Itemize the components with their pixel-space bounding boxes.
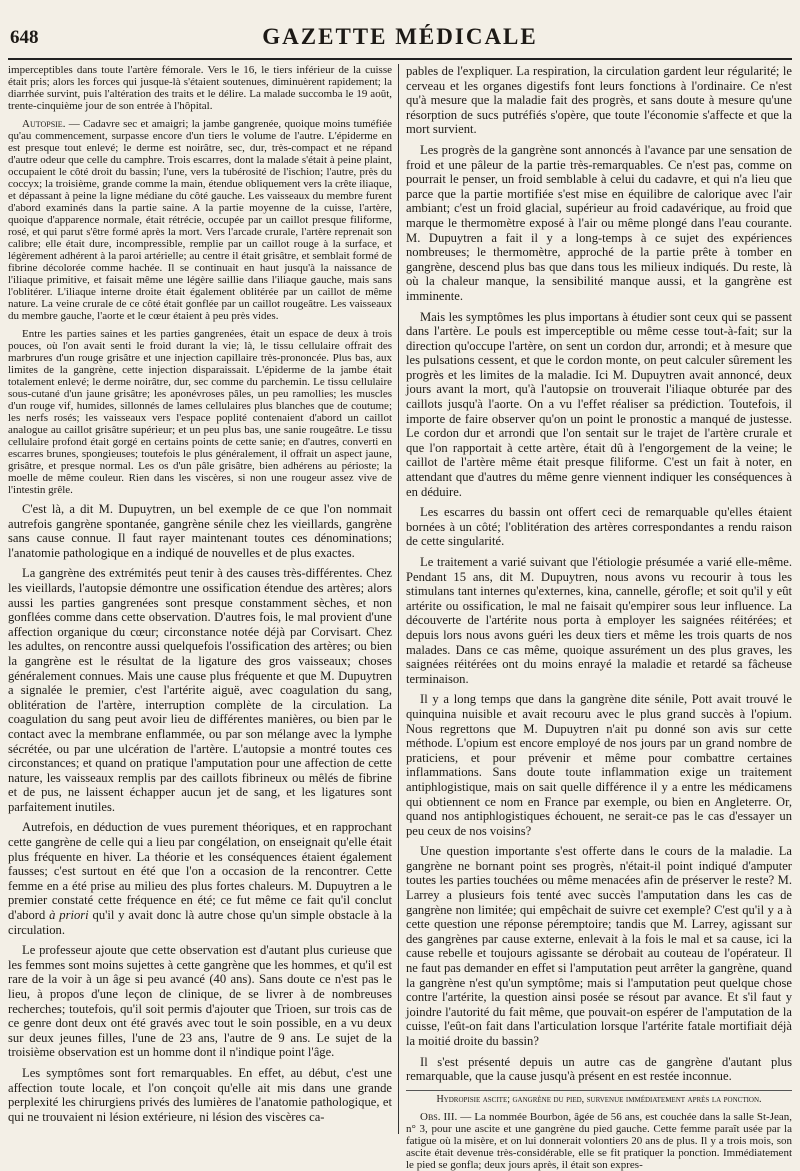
column-divider [398,64,399,1134]
paragraph: Une question importante s'est offerte dans le cours de la maladie. La gangrène ne bornant point ses progrès, n'était-il point indiqué d'amputer toutes les parties touchées ou même menacées afin de préserver le reste? M. Larrey a plusieurs fois tenté avec succès l'amputation dans les cas de gangrène non limitée; qui empêchait de suivre cet exemple? C'est qu'il y a à cette question une réponse péremptoire; tandis que M. Larrey, agissant sur des gangrènes par cause externe, enlevait à la fois le mal et sa cause, ici la cause rebelle et toujours agissante se dérobait au couteau de l'opérateur. Il ne faut pas demander en effet si l'amputation peut arrêter la gangrène, quand la gangrène n'est qu'un symptôme; mais si l'amputation peut quelque chose contre l'artérite, la question ainsi posée se résout par avance. Et s'il faut y joindre l'autorité du fait même, que pouvait-on espérer de l'amputation de la cuisse, l'eût-on fait dans l'articulation lorsque l'artérite fatale mortifiait déjà la moitié droite du bassin? [406,844,792,1048]
observation-label: Obs. III. [420,1111,458,1124]
paragraph: C'est là, a dit M. Dupuytren, un bel exemple de ce que l'on nommait autrefois gangrène spontanée, gangrène sénile chez les vieillards, gangrène sans cause connue. Il faut rayer maintenant toutes ces dénominations; l'anatomie pathologique en a indiqué de nouvelles et de plus exactes. [8,502,392,560]
paragraph: La gangrène des extrémités peut tenir à des causes très-différentes. Chez les vieillards, l'autopsie démontre une ossification étendue des artères; alors aussi les parties gangrenées sont presque constamment sèches, et non gonflées comme dans cette observation. D'autres fois, le mal provient d'une affection organique du cœur; circonstance notée déjà par Corvisart. Chez les adultes, on rencontre aussi quelquefois l'ossification des artères; ou bien la gangrène est le résultat de la ligature des gros vaisseaux; choses généralement connues. Mais une cause plus fréquente et que M. Dupuytren a signalée le premier, c'est l'artérite aiguë, avec coagulation du sang, oblitération de l'artère, interruption complète de la circulation. La coagulation du sang peut avoir lieu de différentes manières, ou bien par le contact avec la membrane enflammée, ou par son mélange avec la lymphe sécrétée, ou par une ulcération de l'artère. L'autopsie a montré toutes ces circonstances; et quand on pratique l'amputation pour une affection de cette nature, les vaisseaux remplis par des caillots fibrineux ou mêlés de fibrine et de pus, ne laissent échapper aucun jet de sang, et les ligatures sont parfaitement inutiles. [8,566,392,814]
paragraph: Les progrès de la gangrène sont annoncés à l'avance par une sensation de froid et une pâleur de la partie très-remarquables. Ce n'est pas, comme on pourrait le penser, un froid semblable à celui du cadavre, et qui n'a lieu que parce que la partie mortifiée s'est mise en équilibre de calorique avec l'air ambiant; c'est un froid glacial, supérieur au froid cadavérique, au froid que marque le thermomètre exposé à l'air ou même plongé dans l'eau courante. M. Dupuytren a fait il y a long-temps à ce sujet des expériences nombreuses; le thermomètre, approché de la partie prête à tomber en gangrène, descend plus bas que dans tous les milieux indiqués. Du reste, là où la chaleur manque, la sensibilité manque aussi, et la gangrène est imminente. [406,142,792,303]
paragraph: Les escarres du bassin ont offert ceci de remarquable qu'elles étaient bornées à un côté; l'oblitération des artères correspondantes a rendu raison de cette singularité. [406,505,792,549]
page-header [0,0,800,60]
paragraph-text: qu'il y avait donc là autre chose qu'un simple obstacle à la circulation. [8,908,393,937]
right-column [406,64,792,1171]
paragraph-text: — La nommée Bourbon, âgée de 56 ans, est couchée dans la salle St-Jean, n° 3, pour une ascite et une gangrène du pied gauche. Cette femme paraît usée par la fatigue où la misère, et on lui donnerait volontiers 20 ans de plus. Il y a trois mois, son ascite était devenue très-considérable, elle se fit pratiquer la ponction. Immédiatement le pied se gonfla; deux jours après, il était son expres- [406,1111,792,1171]
paragraph [8,820,392,937]
paragraph: Le traitement a varié suivant que l'étiologie présumée a varié elle-même. Pendant 15 ans, dit M. Dupuytren, nous avons vu recourir à tous les stimulans tant internes qu'externes, kina, cannelle, gérofle; et soit qu'il y eût artérite ou ossification, le mal ne faisait qu'empirer sous leur influence. La découverte de l'artérite nous porta à employer les saignées réitérées; et depuis lors nous avons guéri les deux tiers et même les trois quarts de nos malades. Dans ce cas même, quoique assurément un des plus graves, les saignées réitérées ont du moins enrayé la maladie et retardé sa fâcheuse terminaison. [406,555,792,686]
left-column [8,64,392,1136]
paragraph: Les symptômes sont fort remarquables. En effet, au début, c'est une affection toute locale, et l'on conçoit qu'elle ait mis dans une grande perplexité les chirurgiens privés des lumières de l'anatomie pathologique, et qui ne trouvaient ni lésion extérieure, ni lésion des viscères ca- [8,1065,392,1124]
section-heading: Hydropisie ascite; gangrène du pied, survenue immédiatement après la ponction. [406,1090,792,1106]
paragraph: Il y a long temps que dans la gangrène dite sénile, Pott avait trouvé le quinquina nuisible et avait recouru avec le plus grand succès à l'opium. Nous regrettons que M. Dupuytren n'ait pu donné son avis sur cette méthode. L'opium est encore employé de nos jours par un grand nombre de praticiens, et pour prévenir et même pour combattre certaines inflammations. Sans doute toute inflammation exige un traitement antiphlogistique, mais on sait quelle différence il y a entre les médicamens qui obtiennent ce nom en France par exemple, ou bien en Angleterre. Or, quand nos antiphlogistiques échouent, ne serait-ce pas le cas d'essayer un peu ceux de nos voisins? [406,692,792,838]
paragraph: Il s'est présenté depuis un autre cas de gangrène d'autant plus remarquable, que la cause jusqu'à présent en est restée inconnue. [406,1054,792,1084]
paragraph: imperceptibles dans toute l'artère fémorale. Vers le 16, le tiers inférieur de la cuisse était pris; alors les forces qui jusque-là s'étaient soutenues, diminuèrent rapidement; la diarrhée survint, puis l'altération des traits et le délire. La malade succomba le 19 août, trente-cinquième jour de son entrée à l'hôpital. [8,64,392,112]
paragraph [406,1111,792,1171]
journal-title: GAZETTE MÉDICALE [262,24,538,49]
paragraph: Entre les parties saines et les parties gangrenées, était un espace de deux à trois pouces, où l'on avait senti le froid durant la vie; là, le tissu cellulaire offrait des marbrures d'un rouge grisâtre et une injection capillaire très-prononcée. Plus bas, aux limites de la gangrène, cette injection disparaissait. L'épiderme de la jambe était totalement enlevé; le derme noirâtre, dur, sec comme du parchemin. Le tissu cellulaire sous-cutané d'un jaune grisâtre; les aponévroses pâles, un peu ramollies; les muscles d'un rouge vif, humides, sillonnés de lames cellulaires plus blanches que de coutume; les nerfs rosés; les vaisseaux vers l'espace poplité contenaient d'abord un caillot analogue au caillot grisâtre supérieur; et un peu plus bas, une sanie rougeâtre. Le tissu cellulaire profond était gorgé en certains points de cette sanie; en d'autres, converti en escarres brunes, spongieuses; toutefois le plus généralement, il offrait un aspect jaune, grisâtre, et presque normal. Les os d'un pâle grisâtre, bien adhérens au périoste; la moelle de même couleur. Rien dans les viscères, si non une rougeur assez vive de l'intestin grêle. [8,328,392,496]
paragraph: Mais les symptômes les plus importans à étudier sont ceux qui se passent dans l'artère. Le pouls est imperceptible ou même cesse tout-à-fait; sur la direction qu'occupe l'artère, on sent un cordon dur, arrondi; et à mesure que les pulsations cessent, et que le cordon monte, on peut calculer sûrement les progrès et les limites de la maladie. Ici M. Dupuytren avait annoncé, deux jours avant la mort, qu'à l'autopsie on trouverait l'iliaque obturée par des caillots jusqu'à l'aorte. On a vu l'effet réaliser sa prédiction. Toutefois, il importe de faire observer qu'on un point le pronostic a manqué de justesse. Le cordon dur et arrondi que l'on sentait sur le trajet de l'artère crurale et que l'on rapportait à cette artère, était dû à l'engorgement de la veine; le caillot de l'artère même était presque filiforme. C'est un fait à noter, en attendant que d'autres du même genre viennent indiquer les conséquences à en déduire. [406,309,792,499]
paragraph: Le professeur ajoute que cette observation est d'autant plus curieuse que les femmes sont moins sujettes à cette gangrène que les hommes, et qu'il est rare de la voir à un âge si peu avancé (40 ans). Sans doute ce n'est pas le lieu, à propos d'une leçon de clinique, de se livrer à de nombreuses recherches; toutefois, qu'il soit permis d'ajouter que Trioen, sur trois cas de ce genre dont deux ont été gravés avec tout le soin possible, en a vu deux sur deux jeunes filles, l'une de 23 ans, l'autre de 9 ans. Le sujet de la troisième observation est un homme dont il n'indique point l'âge. [8,943,392,1060]
header-rule [8,58,792,60]
paragraph: pables de l'expliquer. La respiration, la circulation gardent leur régularité; le cerveau et les organes digestifs font leurs fonctions à l'ordinaire. Ce n'est qu'à mesure que la maladie fait des progrès, et sans doute à mesure qu'une résorption de sucs putréfiés s'opère, que toute l'économie s'affecte et que la mort survient. [406,64,792,137]
paragraph-text: — Cadavre sec et amaigri; la jambe gangrenée, quoique moins tuméfiée qu'au commencement, surpasse encore d'un tiers le volume de l'autre. L'épiderme en est presque tout enlevé; le derme est noirâtre, sec, dur, très-compact et ne répand d'autre odeur que celle du camphre. Trois escarres, dont la malade s'était à peine plaint, occupaient le côté droit du bassin; l'une, vers la tubérosité de l'ischion; l'autre, près du coccyx; la troisième, grande comme la main, étendue obliquement vers la crête iliaque, et dépassant à peine la ligne médiane du côté gauche. Les vaisseaux du membre furent d'abord examinés dans la partie saine. A la partie moyenne de la cuisse, l'artère, quoique d'apparence normale, était rétrécie, occupée par un caillot presque filiforme, rosé, et qui parut s'être formé après la mort. Vers l'arcade crurale, l'artère reprenait son calibre; elle était dure, incompressible, remplie par un caillot rouge à la surface, et légèrement adhérent à la paroi artérielle; au centre il était grisâtre, et semblait formé de fibrine décolorée comme hachée. Il se continuait en haut jusqu'à la naissance de l'iliaque primitive, et faisait même une légère saillie dans l'iliaque gauche, mais sans l'oblitérer. L'iliaque interne droite était également oblitérée par un caillot de même nature. La veine crurale de ce côté était gonflée par un caillot rougeâtre. Les vaisseaux du membre gauche, l'aorte et le cœur étaient à peu près vides. [8,118,392,322]
italic-text: à priori [49,908,89,923]
page-number: 648 [10,27,39,48]
paragraph-text: Autrefois, en déduction de vues purement théoriques, et en rapprochant cette gangrène de celle qui a lieu par congélation, on enseignait qu'elle était plus fréquente en hiver. La théorie et les conséquences étaient également fausses; c'est surtout en été que l'on a occasion de la rencontrer. Cette femme en a été prise au milieu des plus fortes chaleurs. M. Dupuytren a le premier constaté cette fréquence en été; ce fut même ce fait qu'il conclut d'abord [8,820,392,923]
autopsy-label: Autopsie. [22,118,66,130]
paragraph [8,118,392,322]
